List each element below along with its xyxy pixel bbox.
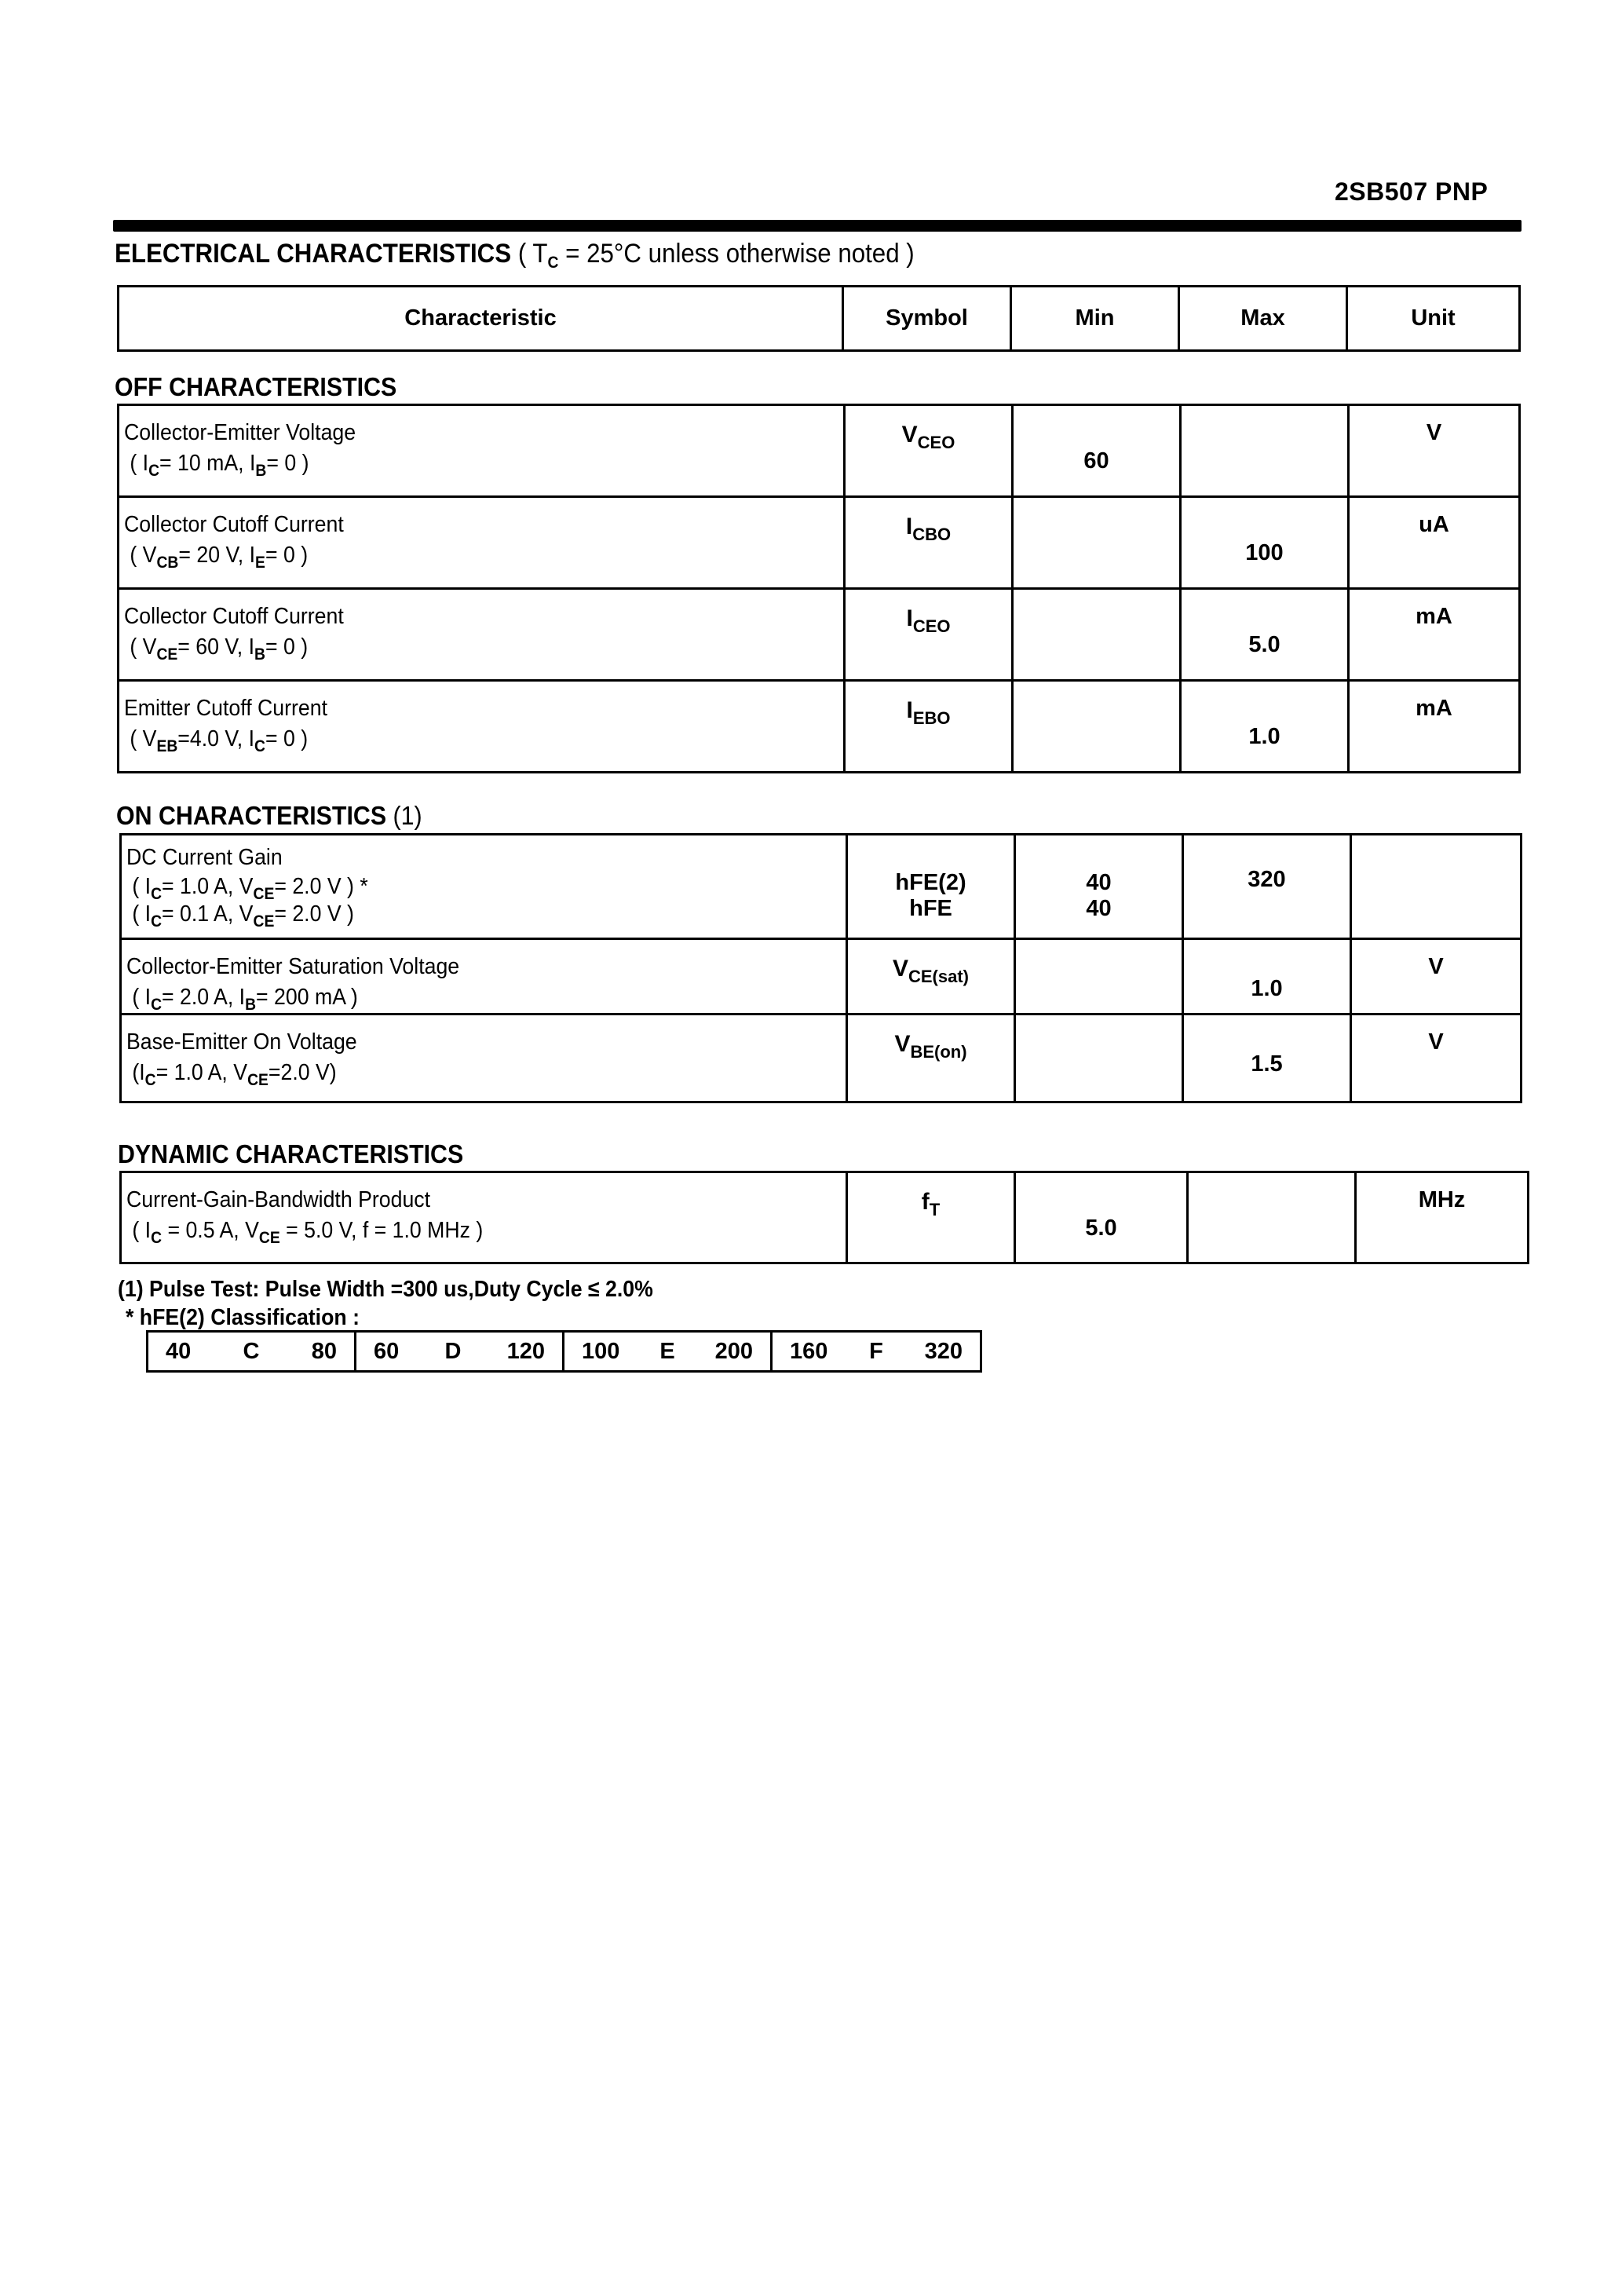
characteristic-name: Current-Gain-Bandwidth Product	[126, 1187, 431, 1212]
characteristic-cell	[121, 1172, 847, 1263]
symbol-cell	[847, 939, 1015, 1015]
dc-gain-max-1: 320	[1248, 867, 1286, 892]
dc-gain-cond-1: ( $I_C= 1.0$ A, $V_{CE}= 2.0$ V ) *	[132, 874, 368, 903]
table-row	[121, 1172, 1529, 1263]
symbol	[892, 956, 970, 986]
unit-value: V	[1428, 954, 1444, 979]
symbol	[906, 605, 951, 636]
test-condition: ( $I_C = 0.5$ A, $V_{CE} = 5.0$ V, f = 1.0 MHz )	[132, 1218, 484, 1247]
dc-gain-name: DC Current Gain	[126, 845, 283, 870]
dc-gain-symbol-cell	[847, 835, 1015, 939]
symbol-main: V	[894, 1031, 911, 1057]
col-min: Min	[1011, 287, 1179, 351]
dynamic-section-title: DYNAMIC CHARACTERISTICS	[118, 1139, 464, 1168]
on-title-note: (1)	[386, 801, 422, 830]
min-cell	[1013, 589, 1181, 681]
min-cell	[1015, 1015, 1183, 1102]
min-cell	[1013, 497, 1181, 589]
classification-row	[148, 1332, 981, 1372]
characteristic-cell	[119, 589, 845, 681]
characteristic-name: Collector Cutoff Current	[124, 512, 344, 537]
symbol-cell	[845, 589, 1013, 681]
class-max: 200	[714, 1338, 753, 1364]
table-row	[121, 939, 1522, 1015]
test-condition: ( $I_C= 2.0$ A, $I_B= 200$ mA )	[132, 985, 358, 1014]
unit-value: V	[1426, 420, 1442, 445]
symbol-cell	[845, 681, 1013, 773]
classification-cell	[356, 1332, 564, 1372]
symbol	[901, 422, 955, 452]
characteristic-cell	[119, 405, 845, 497]
on-characteristics-table	[119, 833, 1522, 1103]
symbol-sub: CE(sat)	[908, 967, 970, 986]
ec-title-cond-prefix: ( T	[511, 239, 548, 269]
col-unit: Unit	[1347, 287, 1520, 351]
table-row	[119, 497, 1520, 589]
unit-cell	[1349, 589, 1520, 681]
unit-cell	[1351, 1015, 1522, 1102]
ec-title-cond-suffix: = 25°C unless otherwise noted )	[558, 239, 915, 269]
symbol-cell	[845, 405, 1013, 497]
class-min: 60	[374, 1338, 400, 1364]
min-cell	[1015, 1172, 1188, 1263]
symbol-main: V	[901, 422, 918, 448]
electrical-characteristics-title	[115, 239, 915, 272]
col-characteristic: Characteristic	[119, 287, 843, 351]
unit-value: uA	[1419, 512, 1449, 537]
col-max: Max	[1179, 287, 1347, 351]
ec-title-cond-sub: C	[547, 254, 559, 272]
header-rule	[113, 220, 1522, 232]
dc-gain-min-cell	[1015, 835, 1183, 939]
pulse-test-footnote: (1) Pulse Test: Pulse Width =300 us,Duty Cycle ≤ 2.0%	[118, 1277, 653, 1302]
min-cell	[1013, 405, 1181, 497]
unit-value: mA	[1416, 604, 1452, 629]
unit-cell	[1351, 939, 1522, 1015]
max-value: 5.0	[1248, 632, 1280, 657]
classification-cell	[564, 1332, 772, 1372]
max-cell	[1183, 939, 1351, 1015]
dc-gain-min-2: 40	[1086, 896, 1112, 921]
dc-gain-max-cell	[1183, 835, 1351, 939]
col-symbol: Symbol	[843, 287, 1011, 351]
symbol	[906, 697, 951, 728]
symbol-main: V	[892, 956, 908, 982]
unit-cell	[1356, 1172, 1529, 1263]
min-value: 60	[1083, 448, 1109, 473]
class-max: 320	[924, 1338, 963, 1364]
unit-cell	[1349, 497, 1520, 589]
on-section-title	[116, 801, 422, 831]
symbol-cell	[847, 1172, 1015, 1263]
class-rank: C	[243, 1338, 260, 1364]
dc-gain-min-1: 40	[1086, 870, 1112, 895]
min-value: 5.0	[1085, 1216, 1117, 1241]
dynamic-characteristics-table	[119, 1171, 1529, 1264]
dc-gain-symbol-1: hFE(2)	[895, 870, 966, 895]
table-row	[119, 681, 1520, 773]
part-number-title: 2SB507 PNP	[1335, 177, 1489, 206]
hfe-classification-label: * hFE(2) Classification :	[126, 1305, 360, 1330]
on-title-text: ON CHARACTERISTICS	[116, 801, 387, 830]
max-value: 1.5	[1251, 1051, 1283, 1077]
dc-gain-symbol-2: hFE	[909, 896, 952, 921]
max-value: 1.0	[1251, 976, 1283, 1001]
table-row	[121, 1015, 1522, 1102]
test-condition: ( $I_C= 10$ mA, $I_B= 0$ )	[130, 451, 309, 480]
symbol-main: f	[921, 1189, 930, 1215]
class-min: 40	[166, 1338, 192, 1364]
unit-cell	[1349, 405, 1520, 497]
max-cell	[1181, 405, 1349, 497]
ec-title-main: ELECTRICAL CHARACTERISTICS	[115, 239, 512, 269]
dc-gain-cond-2: ( $I_C= 0.1$ A, $V_{CE}= 2.0$ V )	[132, 901, 354, 930]
max-cell	[1181, 681, 1349, 773]
symbol-sub: BE(on)	[910, 1042, 967, 1062]
class-min: 160	[790, 1338, 828, 1364]
symbol-sub: T	[929, 1200, 941, 1219]
class-min: 100	[582, 1338, 620, 1364]
symbol-main: I	[906, 697, 913, 723]
max-cell	[1183, 1015, 1351, 1102]
unit-value: mA	[1416, 696, 1452, 721]
class-rank: F	[869, 1338, 883, 1364]
characteristic-cell	[121, 1015, 847, 1102]
characteristic-name: Emitter Cutoff Current	[124, 696, 327, 721]
symbol-sub: EBO	[912, 708, 951, 728]
symbol	[921, 1189, 941, 1219]
characteristic-cell	[119, 497, 845, 589]
symbol	[894, 1031, 967, 1062]
class-rank: D	[444, 1338, 462, 1364]
characteristic-cell	[121, 939, 847, 1015]
test-condition: ($I_C= 1.0$ A, $V_{CE}=2.0$ V)	[132, 1060, 337, 1089]
symbol-sub: CEO	[912, 616, 951, 636]
max-cell	[1188, 1172, 1356, 1263]
symbol-main: I	[906, 605, 913, 631]
test-condition: ( $V_{EB}=4.0$ V, $I_C= 0$ )	[130, 726, 309, 755]
characteristic-cell	[119, 681, 845, 773]
min-cell	[1015, 939, 1183, 1015]
dc-gain-unit-cell	[1351, 835, 1522, 939]
characteristic-name: Collector Cutoff Current	[124, 604, 344, 629]
class-max: 80	[311, 1338, 337, 1364]
unit-cell	[1349, 681, 1520, 773]
off-characteristics-table	[117, 404, 1521, 773]
characteristic-name: Base-Emitter On Voltage	[126, 1029, 357, 1055]
min-cell	[1013, 681, 1181, 773]
test-condition: ( $V_{CE}= 60$ V, $I_B= 0$ )	[130, 634, 309, 664]
off-section-title: OFF CHARACTERISTICS	[115, 372, 397, 401]
symbol-main: I	[905, 514, 913, 539]
max-value: 100	[1245, 540, 1284, 565]
unit-value: MHz	[1418, 1187, 1466, 1212]
symbol-cell	[845, 497, 1013, 589]
max-cell	[1181, 589, 1349, 681]
symbol-sub: CEO	[917, 433, 955, 452]
test-condition: ( $V_{CB}= 20$ V, $I_E= 0$ )	[130, 543, 309, 572]
max-value: 1.0	[1248, 724, 1280, 749]
table-row	[119, 589, 1520, 681]
column-header-table	[117, 285, 1521, 352]
classification-cell	[148, 1332, 356, 1372]
symbol	[905, 514, 952, 544]
unit-value: V	[1428, 1029, 1444, 1055]
class-rank: E	[659, 1338, 675, 1364]
symbol-cell	[847, 1015, 1015, 1102]
table-row-dc-current-gain	[121, 835, 1522, 939]
class-max: 120	[506, 1338, 545, 1364]
characteristic-name: Collector-Emitter Voltage	[124, 420, 356, 445]
table-row	[119, 405, 1520, 497]
hfe-classification-table	[146, 1330, 982, 1373]
symbol-sub: CBO	[912, 525, 952, 544]
dc-gain-characteristic-cell	[121, 835, 847, 939]
max-cell	[1181, 497, 1349, 589]
characteristic-name: Collector-Emitter Saturation Voltage	[126, 954, 460, 979]
classification-cell	[772, 1332, 981, 1372]
